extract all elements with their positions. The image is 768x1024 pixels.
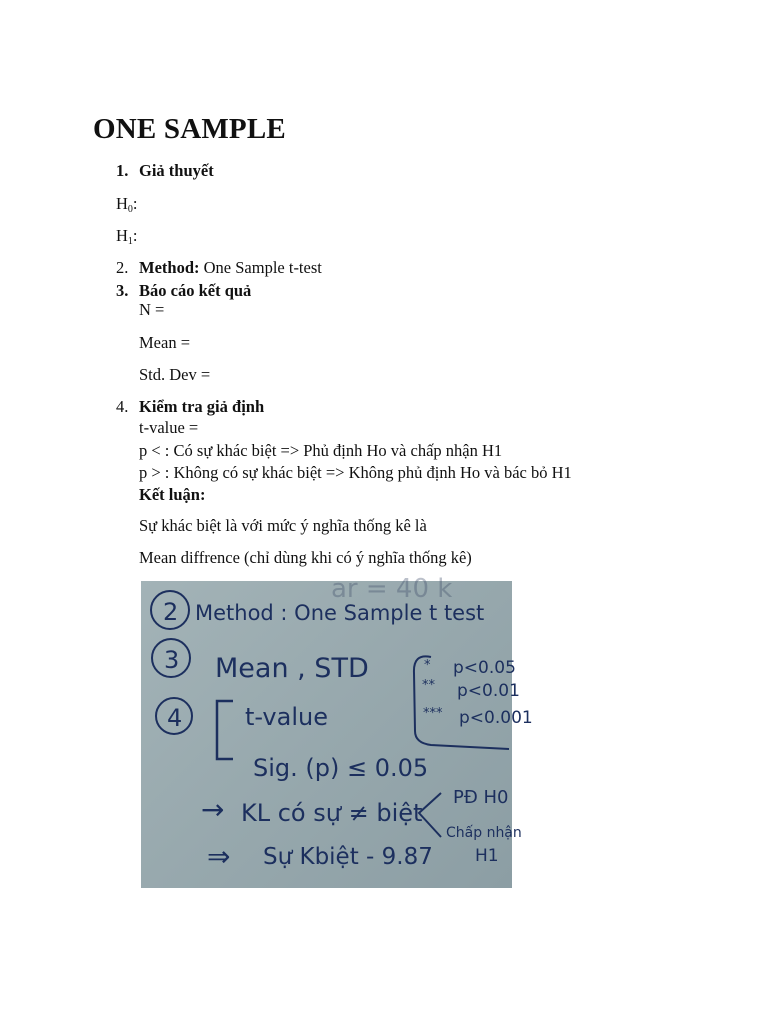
h0-line <box>116 194 138 214</box>
whiteboard-sig: Sig. (p) ≤ 0.05 <box>253 754 429 782</box>
p-less-rule: p < : Có sự khác biệt => Phủ định Ho và chấp nhận H1 <box>139 441 503 460</box>
method-label: Method: <box>139 258 200 277</box>
box-p-0001: p<0.001 <box>459 708 533 728</box>
whiteboard-arrow-1-icon: → <box>201 793 225 826</box>
h0-colon: : <box>132 194 138 213</box>
whiteboard-mean-std-text: Mean , STD <box>215 653 369 684</box>
whiteboard-kbiet-text: Sự Kbiệt - 9.87 <box>263 844 433 870</box>
box-star-1: * <box>424 658 431 673</box>
conclusion-heading: Kết luận: <box>139 485 206 504</box>
whiteboard-item-2-number: 2 <box>163 598 179 626</box>
whiteboard-drawing <box>141 574 533 888</box>
whiteboard-h1: H1 <box>475 846 499 866</box>
h1-colon: : <box>132 226 138 245</box>
t-value-field: t-value = <box>139 418 199 437</box>
section-1-number: 1. <box>116 161 129 180</box>
whiteboard-method-text: Method : One Sample t test <box>195 601 485 625</box>
h0-label: H <box>116 194 128 213</box>
section-4-heading: Kiểm tra giả định <box>139 397 265 416</box>
whiteboard-kl-text: KL có sự ≠ biệt <box>241 799 423 827</box>
h1-line <box>116 226 138 246</box>
whiteboard-pd-h0: PĐ H0 <box>453 787 509 808</box>
mean-difference-line: Mean diffrence (chỉ dùng khi có ý nghĩa thống kê) <box>139 548 472 567</box>
whiteboard-top-partial: ar = 40 k <box>331 574 453 604</box>
whiteboard-chap-nhan: Chấp nhận <box>446 825 522 841</box>
section-1-heading: Giả thuyết <box>139 161 214 180</box>
h0-subscript: 0 <box>127 204 133 215</box>
section-4-number: 4. <box>116 397 129 416</box>
whiteboard-item-4-number: 4 <box>167 704 183 732</box>
h1-label: H <box>116 226 128 245</box>
box-star-3: *** <box>423 706 443 721</box>
box-star-2: ** <box>422 678 435 693</box>
method-line <box>139 258 322 278</box>
mean-field: Mean = <box>139 333 190 352</box>
bracket-icon <box>217 701 233 759</box>
whiteboard-item-3-number: 3 <box>164 646 180 674</box>
std-dev-field: Std. Dev = <box>139 365 211 384</box>
whiteboard-t-value: t-value <box>245 703 328 731</box>
page-title: ONE SAMPLE <box>93 113 286 145</box>
method-value: One Sample t-test <box>199 258 322 277</box>
box-p-005: p<0.05 <box>453 658 516 678</box>
n-field: N = <box>139 300 165 319</box>
section-3-number: 3. <box>116 281 129 300</box>
box-p-001: p<0.01 <box>457 681 520 701</box>
h1-subscript: 1 <box>127 236 133 247</box>
section-3-heading: Báo cáo kết quả <box>139 281 252 300</box>
whiteboard-photo <box>141 574 533 888</box>
significance-line: Sự khác biệt là với mức ý nghĩa thống kê là <box>139 516 427 535</box>
whiteboard-arrow-2-icon: ⇒ <box>207 840 231 873</box>
section-2-number: 2. <box>116 258 129 277</box>
p-greater-rule: p > : Không có sự khác biệt => Không phủ định Ho và bác bỏ H1 <box>139 463 572 482</box>
